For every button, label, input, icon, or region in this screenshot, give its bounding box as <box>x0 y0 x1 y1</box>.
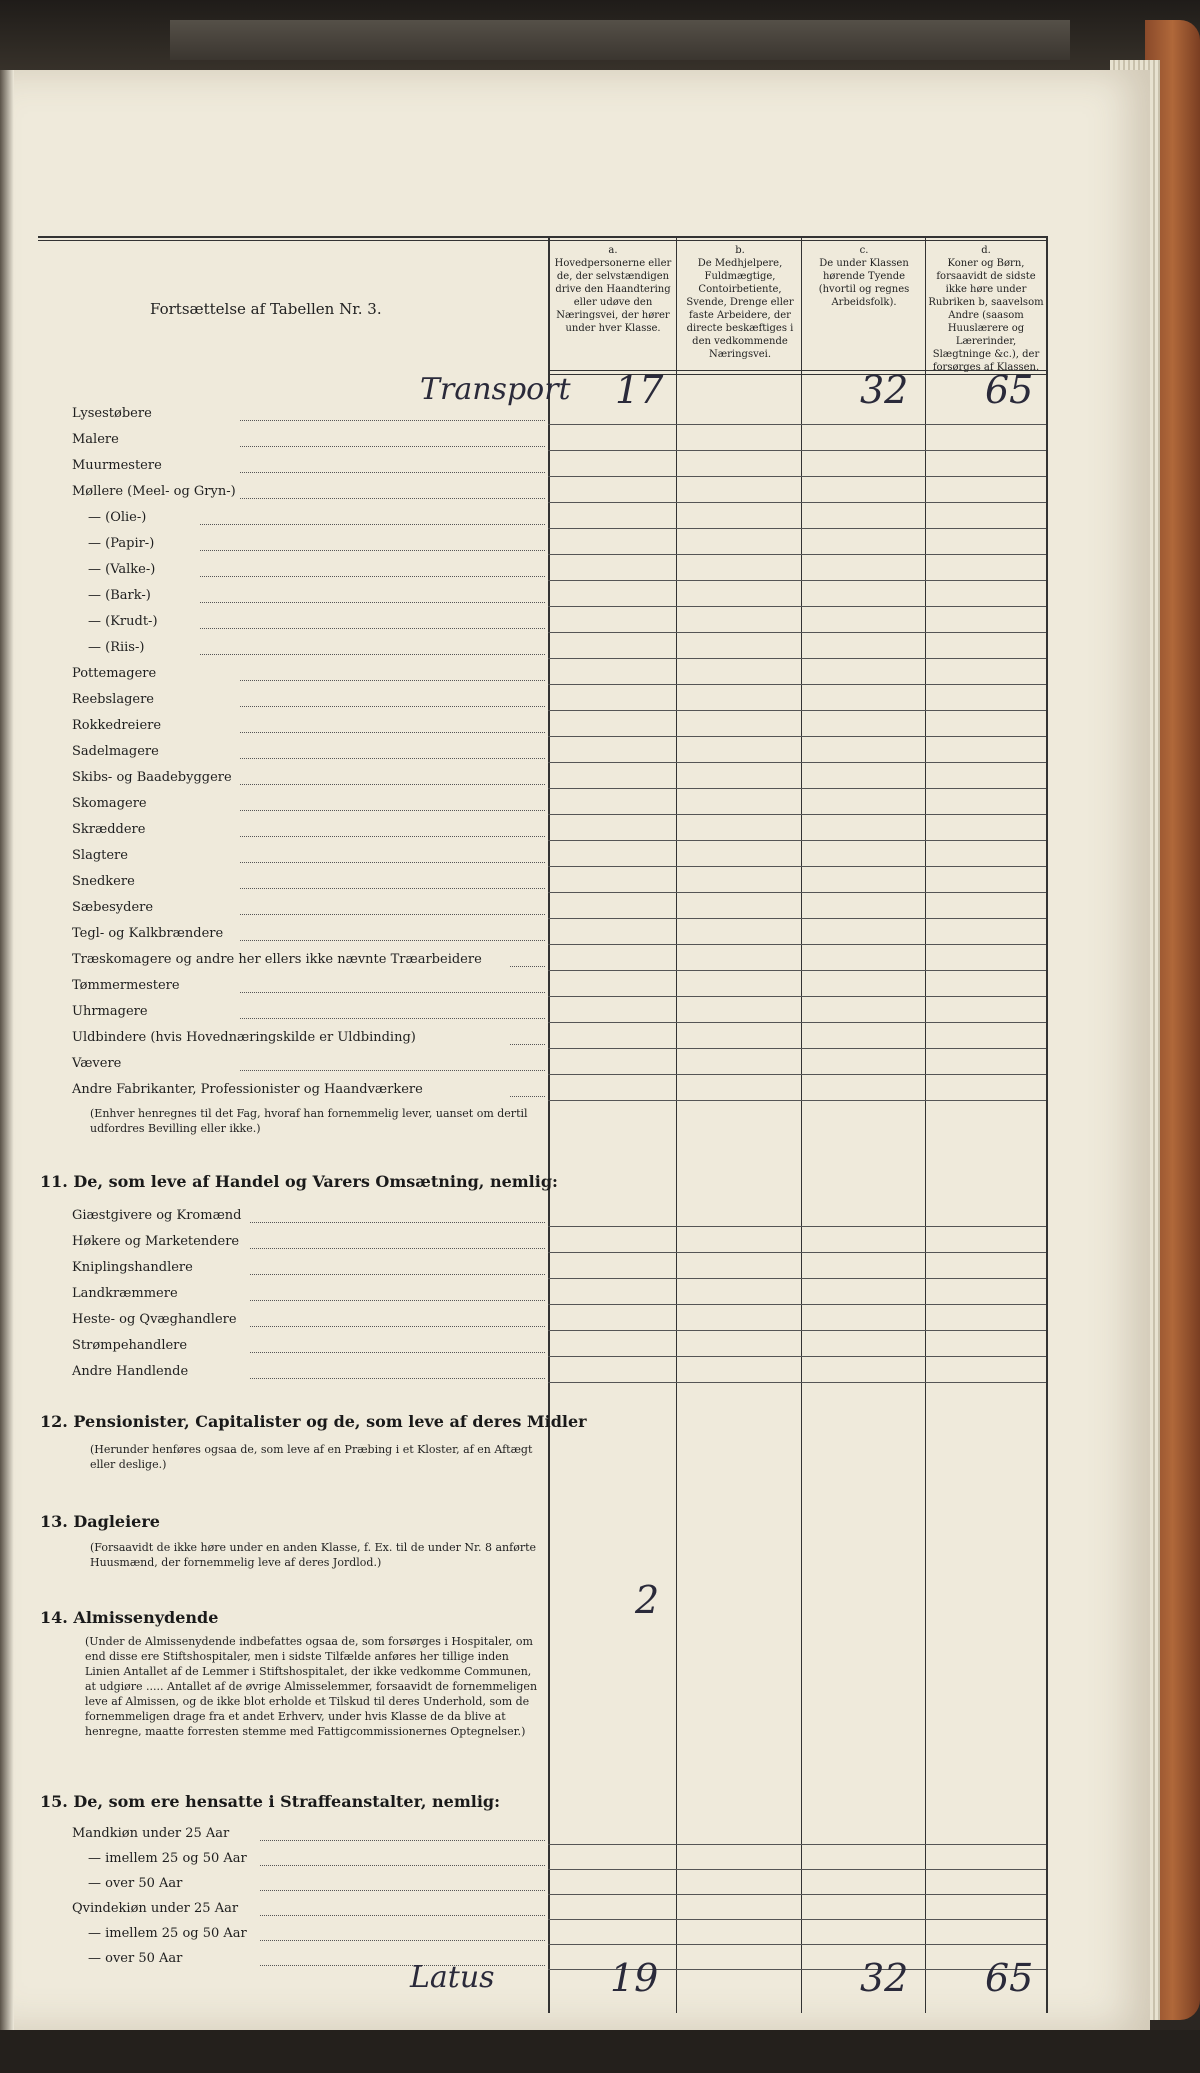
row-label: Sæbesydere <box>72 900 154 915</box>
row-label: — over 50 Aar <box>88 1951 183 1966</box>
dot-leader <box>240 914 545 915</box>
row-rule <box>548 1869 1046 1870</box>
row-label: Rokkedreiere <box>72 718 162 733</box>
row-rule <box>548 1382 1046 1383</box>
column-text: De under Klassen hørende Tyende (hvortil og regnes Arbeidsfolk). <box>818 258 910 308</box>
row-rule <box>548 1074 1046 1075</box>
row-rule <box>548 970 1046 971</box>
latus-value-c: 32 <box>860 1956 909 2000</box>
section-13-note: (Forsaavidt de ikke høre under en anden Klasse, f. Ex. til de under Nr. 8 anførte Huusmænd, der fornemmelig leve af deres Jordlod.) <box>90 1541 537 1569</box>
row-rule <box>548 1226 1046 1227</box>
row-label: Sadelmagere <box>72 744 159 759</box>
dot-leader <box>240 862 545 863</box>
dot-leader <box>240 1070 545 1071</box>
gutter-shadow <box>0 70 14 2030</box>
row-label: — (Papir-) <box>88 536 155 551</box>
section-12-title: 12. Pensionister, Capitalister og de, som leve af deres Midler <box>40 1412 587 1431</box>
row-rule <box>548 996 1046 997</box>
row-label: — imellem 25 og 50 Aar <box>88 1851 247 1866</box>
transport-value-c: 32 <box>860 368 909 412</box>
section-14-title: 14. Almissenydende <box>40 1608 219 1627</box>
row-rule <box>548 1844 1046 1845</box>
row-rule <box>548 1048 1046 1049</box>
dot-leader <box>260 1915 545 1916</box>
row-rule <box>548 1894 1046 1895</box>
section-13-title: 13. Dagleiere <box>40 1512 160 1531</box>
col-divider-end <box>1046 236 1048 2013</box>
column-letter: a. <box>608 245 618 256</box>
dot-leader <box>240 888 545 889</box>
row-label: Andre Fabrikanter, Professionister og Haandværkere <box>72 1082 423 1097</box>
row-label: Uhrmagere <box>72 1004 148 1019</box>
book-bottom-edge <box>0 2030 1200 2073</box>
row-label: — (Valke-) <box>88 562 156 577</box>
row-rule <box>548 736 1046 737</box>
row-label: Landkræmmere <box>72 1286 178 1301</box>
row-rule <box>548 606 1046 607</box>
row-rule <box>548 1304 1046 1305</box>
row-rule <box>548 762 1046 763</box>
row-label: Uldbindere (hvis Hovednæringskilde er Uldbinding) <box>72 1030 416 1045</box>
dot-leader <box>510 1096 545 1097</box>
transport-value-d: 65 <box>985 368 1034 412</box>
row-label: Lysestøbere <box>72 406 152 421</box>
dot-leader <box>240 784 545 785</box>
row-label: Malere <box>72 432 119 447</box>
header-top-rule <box>38 236 1046 238</box>
section-14-value-a: 2 <box>635 1578 660 1622</box>
row-label: Muurmestere <box>72 458 162 473</box>
row-rule <box>548 814 1046 815</box>
column-letter: c. <box>859 245 869 256</box>
dot-leader <box>200 628 545 629</box>
dot-leader <box>260 1840 545 1841</box>
column-text: Koner og Børn, forsaavidt de sidste ikke høre under Rubriken b, saavelsom Andre (saasom Huuslærere og Lærerinder, Slægtninge &c.), der forsørges af Klassen. <box>928 258 1044 373</box>
dot-leader <box>250 1326 545 1327</box>
row-rule <box>548 502 1046 503</box>
row-label: Snedkere <box>72 874 135 889</box>
transport-label: Transport <box>420 372 571 407</box>
dot-leader <box>240 992 545 993</box>
dot-leader <box>240 758 545 759</box>
dot-leader <box>240 940 545 941</box>
row-rule <box>548 788 1046 789</box>
transport-value-a: 17 <box>615 368 664 412</box>
row-rule <box>548 476 1046 477</box>
dot-leader <box>260 1965 545 1966</box>
dot-leader <box>510 966 545 967</box>
row-rule <box>548 840 1046 841</box>
row-label: — over 50 Aar <box>88 1876 183 1891</box>
row-rule <box>548 424 1046 425</box>
row-rule <box>548 1252 1046 1253</box>
section-11-title: 11. De, som leve af Handel og Varers Omsætning, nemlig: <box>40 1172 558 1191</box>
latus-label: Latus <box>410 1960 495 1995</box>
row-label: Mandkiøn under 25 Aar <box>72 1826 230 1841</box>
dot-leader <box>240 1018 545 1019</box>
row-rule <box>548 944 1046 945</box>
row-rule <box>548 554 1046 555</box>
dot-leader <box>240 498 545 499</box>
row-rule <box>548 1944 1046 1945</box>
row-rule <box>548 1278 1046 1279</box>
row-label: Giæstgivere og Kromænd <box>72 1208 242 1223</box>
row-rule <box>548 632 1046 633</box>
dot-leader <box>240 472 545 473</box>
row-rule <box>548 892 1046 893</box>
row-rule <box>548 528 1046 529</box>
column-header-b <box>680 244 800 361</box>
book-spine <box>170 20 1070 60</box>
dot-leader <box>240 420 545 421</box>
column-header-d <box>928 244 1044 374</box>
column-text: De Medhjelpere, Fuldmægtige, Contoirbetiente, Svende, Drenge eller faste Arbeidere, der directe beskæftiges i den vedkommende Næringsvei. <box>686 258 794 360</box>
section-12-note: (Herunder henføres ogsaa de, som leve af en Præbing i et Kloster, af en Aftægt eller deslige.) <box>90 1443 533 1471</box>
dot-leader <box>200 550 545 551</box>
row-label: Qvindekiøn under 25 Aar <box>72 1901 239 1916</box>
row-rule <box>548 918 1046 919</box>
row-rule <box>548 1356 1046 1357</box>
row-label: Slagtere <box>72 848 128 863</box>
row-rule <box>548 450 1046 451</box>
row-rule <box>548 1330 1046 1331</box>
row-rule <box>548 710 1046 711</box>
row-label: — (Riis-) <box>88 640 145 655</box>
dot-leader <box>510 1044 545 1045</box>
section-14-note: (Under de Almissenydende indbefattes ogsaa de, som forsørges i Hospitaler, om end disse ere Stiftshospitaler, men i sidste Tilfælde anføres her tillige inden Linien Antallet af de Lemmer i Stiftshospitalet, der ikke vedkomme Communen, at udgiøre ..... Antallet af de øvrige Almisselemmer, forsaavidt de fornemmeligen leve af Almissen, og de ikke blot erholde et Tilskud til deres Underhold, som de fornemmeligen drage fra et andet Erhverv, under hvis Klasse de da blive at henregne, maatte forresten stemme med Fattigcommissionernes Optegnelser.) <box>85 1635 538 1738</box>
row-rule <box>548 866 1046 867</box>
column-letter: d. <box>981 245 991 256</box>
dot-leader <box>240 446 545 447</box>
column-text: Hovedpersonerne eller de, der selvstændigen drive den Haandtering eller udøve den Næringsvei, der hører under hver Klasse. <box>554 258 672 334</box>
row-rule <box>548 1022 1046 1023</box>
row-label: Skibs- og Baadebyggere <box>72 770 232 785</box>
dot-leader <box>200 576 545 577</box>
latus-value-d: 65 <box>985 1956 1034 2000</box>
dot-leader <box>240 732 545 733</box>
dot-leader <box>200 602 545 603</box>
row-label: — (Bark-) <box>88 588 151 603</box>
row-label: — imellem 25 og 50 Aar <box>88 1926 247 1941</box>
dot-leader <box>200 654 545 655</box>
row-label: Reebslagere <box>72 692 154 707</box>
table-title: Fortsættelse af Tabellen Nr. 3. <box>150 300 382 318</box>
header-top-rule-2 <box>38 240 1046 241</box>
column-letter: b. <box>735 245 745 256</box>
dot-leader <box>250 1378 545 1379</box>
row-label: Andre Handlende <box>72 1364 189 1379</box>
column-header-c <box>805 244 923 309</box>
dot-leader <box>240 836 545 837</box>
row-label: Vævere <box>72 1056 122 1071</box>
dot-leader <box>240 706 545 707</box>
dot-leader <box>260 1890 545 1891</box>
row-rule <box>548 1100 1046 1101</box>
section-15-title: 15. De, som ere hensatte i Straffeanstalter, nemlig: <box>40 1792 501 1811</box>
row-label: Træskomagere og andre her ellers ikke nævnte Træarbeidere <box>72 952 482 967</box>
row-label: — (Olie-) <box>88 510 147 525</box>
dot-leader <box>260 1940 545 1941</box>
row-label: Pottemagere <box>72 666 157 681</box>
dot-leader <box>200 524 545 525</box>
row-label: Møllere (Meel- og Gryn-) <box>72 484 236 499</box>
dot-leader <box>250 1222 545 1223</box>
dot-leader <box>260 1865 545 1866</box>
row-rule <box>548 580 1046 581</box>
row-label: Tegl- og Kalkbrændere <box>72 926 224 941</box>
dot-leader <box>250 1352 545 1353</box>
row-label: — (Krudt-) <box>88 614 158 629</box>
row-label: Skræddere <box>72 822 146 837</box>
column-header-a <box>552 244 674 335</box>
row-label: Skomagere <box>72 796 147 811</box>
dot-leader <box>250 1274 545 1275</box>
note-fabrikanter: (Enhver henregnes til det Fag, hvoraf han fornemmelig lever, uanset om dertil udfordres Bevilling eller ikke.) <box>90 1107 528 1135</box>
row-rule <box>548 684 1046 685</box>
latus-value-a: 19 <box>610 1956 659 2000</box>
row-rule <box>548 1919 1046 1920</box>
dot-leader <box>250 1248 545 1249</box>
row-label: Kniplingshandlere <box>72 1260 193 1275</box>
row-label: Strømpehandlere <box>72 1338 188 1353</box>
row-label: Heste- og Qvæghandlere <box>72 1312 237 1327</box>
dot-leader <box>240 810 545 811</box>
dot-leader <box>240 680 545 681</box>
dot-leader <box>250 1300 545 1301</box>
row-rule <box>548 658 1046 659</box>
row-label: Høkere og Marketendere <box>72 1234 240 1249</box>
row-label: Tømmermestere <box>72 978 180 993</box>
